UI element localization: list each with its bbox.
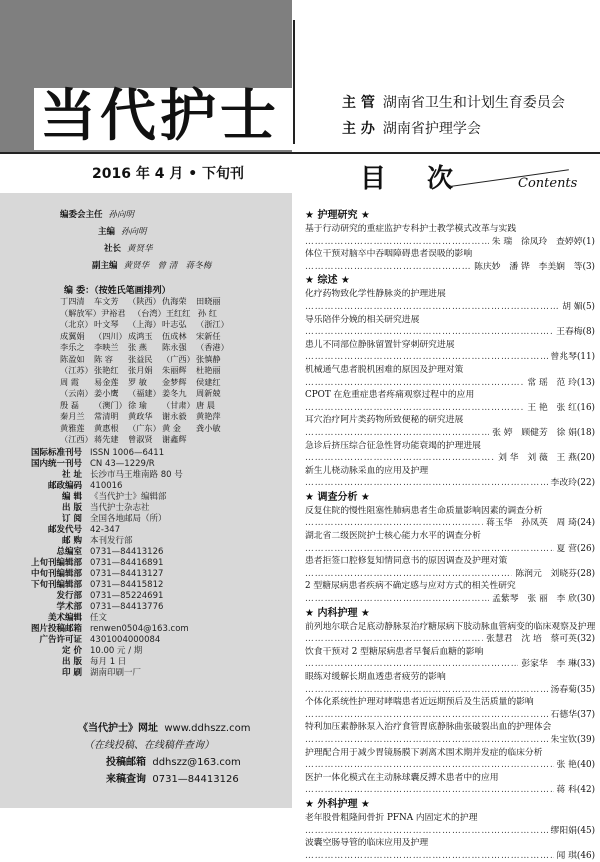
committee-member: （陕西） xyxy=(128,296,161,306)
article-entry[interactable] xyxy=(305,414,595,439)
committee-member: 叶文琴 xyxy=(94,319,119,329)
committee-member: 蒋先建 xyxy=(94,434,119,444)
phone-number: 0731—84413126 xyxy=(152,774,239,785)
article-title[interactable]: 导乐陪伴分娩的相关研究进展 xyxy=(305,314,420,325)
committee-member: （浙江） xyxy=(196,319,229,329)
publication-info-row xyxy=(0,547,292,558)
article-entry[interactable] xyxy=(305,671,595,696)
committee-member: 李乐之 xyxy=(60,342,85,352)
committee-member: 陈永强 xyxy=(162,342,187,352)
committee-row xyxy=(60,377,230,389)
committee-row xyxy=(60,400,230,412)
committee-member: 李映兰 xyxy=(94,342,119,352)
section-heading: ★ 调查分析 ★ xyxy=(305,491,370,503)
committee-member: （香港） xyxy=(196,342,229,352)
info-value: ISSN 1006—6411 xyxy=(90,448,165,458)
info-label: 下旬刊编辑部 xyxy=(30,580,82,590)
info-value: 每月 1 日 xyxy=(90,657,127,667)
publication-info-row xyxy=(0,536,292,547)
article-authors-page: 汤春菊(35) xyxy=(550,684,595,695)
leader-dots xyxy=(305,326,553,339)
info-label: 国内统一刊号 xyxy=(30,459,82,469)
website-url[interactable]: www.ddhszz.com xyxy=(164,723,251,734)
committee-member: 叶志弘 xyxy=(162,319,187,329)
info-label: 编 辑 xyxy=(62,492,82,502)
committee-member: （台湾） xyxy=(133,307,166,318)
article-entry[interactable] xyxy=(305,248,595,273)
info-label: 发行部 xyxy=(56,591,82,601)
committee-row xyxy=(60,365,230,377)
leader-dots xyxy=(305,517,483,530)
publication-info-row xyxy=(0,580,292,591)
email-label: 投稿邮箱 xyxy=(106,757,146,768)
info-value: 全国各地邮局（所） xyxy=(90,514,167,524)
committee-row xyxy=(60,354,230,366)
committee-member: 杜艳丽 xyxy=(196,365,221,375)
article-title[interactable]: 基于行动研究的重症监护专科护士教学模式改革与实践 xyxy=(305,224,517,234)
article-authors-page: 朱 瑞 徐凤玲 查婷婷(1) xyxy=(491,236,595,247)
info-value: 0731—84413776 xyxy=(90,602,164,612)
leader-dots xyxy=(305,427,489,440)
leader-dots xyxy=(305,477,548,490)
article-authors-page: 张 婷 顾健芳 徐 娟(18) xyxy=(492,427,595,438)
article-authors-page: 常 瑶 范 玲(13) xyxy=(527,377,595,388)
info-value: 0731—84413127 xyxy=(90,569,164,579)
committee-member: 姜小鹰 xyxy=(94,388,119,398)
committee-member: 唐 晨 xyxy=(196,399,215,410)
info-label: 邮发代号 xyxy=(47,525,82,535)
header-rule xyxy=(0,152,600,154)
publication-info-row xyxy=(0,602,292,613)
committee-row xyxy=(60,423,230,435)
article-authors-page: 王 艳 张 红(16) xyxy=(527,402,595,413)
web-info xyxy=(78,720,250,788)
info-label: 邮 购 xyxy=(62,536,82,546)
leader-dots xyxy=(305,543,554,556)
article-entry[interactable] xyxy=(305,555,595,580)
publication-info-row xyxy=(0,525,292,536)
article-entry[interactable] xyxy=(305,646,595,671)
publication-info-row xyxy=(0,635,292,646)
article-entry[interactable] xyxy=(305,314,595,339)
article-title[interactable]: 特利加压素静脉泵入治疗食管胃底静脉曲张破裂出血的护理体会 xyxy=(305,722,552,733)
header-divider xyxy=(293,20,295,144)
info-value: 0731—84415812 xyxy=(90,580,164,590)
info-value: 4301004000084 xyxy=(90,635,161,645)
committee-member: 罗 敏 xyxy=(128,376,147,387)
committee-member: 谢鑫辉 xyxy=(162,434,187,444)
committee-member: （广东） xyxy=(128,422,161,433)
editor-row: 主编 孙向明 xyxy=(98,227,147,237)
committee-row xyxy=(60,411,230,423)
committee-member: （甘肃） xyxy=(162,399,195,410)
website-label: 《当代护士》网址 xyxy=(78,723,158,734)
committee-member: 黄 金 xyxy=(162,422,181,433)
issue-date: 2016 年 4 月 • 下旬刊 xyxy=(92,166,245,182)
info-value: 《当代护士》编辑部 xyxy=(90,492,167,502)
committee-member: 朱丽辉 xyxy=(162,365,187,375)
article-entry[interactable] xyxy=(305,364,595,389)
sponsor-label: 主 管 xyxy=(342,95,375,111)
article-authors-page: 陈润元 刘晓芬(28) xyxy=(515,568,595,579)
info-value: 0731—85224691 xyxy=(90,591,164,601)
info-value: 湖南印刷一厂 xyxy=(90,668,142,678)
article-title[interactable]: 湖北省二级医院护士核心能力水平的调查分析 xyxy=(305,531,481,542)
committee-member: 孙 红 xyxy=(197,307,217,318)
committee-row xyxy=(60,388,230,400)
committee-member: 宋新任 xyxy=(196,330,221,341)
committee-member: 成翼娟 xyxy=(60,330,85,341)
article-title[interactable]: 前列地尔联合足底动静脉泵治疗糖尿病下肢动脉血管病变的临床观察及护理 xyxy=(305,621,595,632)
article-authors-page: 陈庆妙 潘 铧 李美娴 等(3) xyxy=(474,261,595,272)
article-entry[interactable] xyxy=(305,288,595,313)
organizer-label: 主 办 xyxy=(342,121,375,137)
article-authors-page: 蒋 科(42) xyxy=(556,785,595,796)
article-entry[interactable] xyxy=(305,440,595,465)
article-entry[interactable] xyxy=(305,530,595,555)
committee-member: 周 霞 xyxy=(60,376,79,387)
section-heading: ★ 内科护理 ★ xyxy=(305,607,370,619)
info-label: 出 版 xyxy=(62,657,82,667)
publication-info xyxy=(0,448,292,679)
committee-member: （澳门） xyxy=(94,399,127,410)
committee-member: 张慎静 xyxy=(196,353,221,364)
info-label: 中旬刊编辑部 xyxy=(30,569,82,579)
committee-member: 伍成林 xyxy=(162,330,187,341)
publication-info-row xyxy=(0,591,292,602)
committee-member: 黄政华 xyxy=(128,411,153,421)
article-entry[interactable] xyxy=(305,837,595,862)
editor-row: 社长 黄贤华 xyxy=(104,244,153,254)
committee-member: 丁四清 xyxy=(60,296,85,306)
committee-member: 陈 容 xyxy=(94,353,113,364)
committee-member: （解放军） xyxy=(60,307,101,318)
article-title[interactable]: 个体化系统性护理对哮喘患者近远期预后及生活质量的影响 xyxy=(305,697,534,708)
publication-info-row xyxy=(0,657,292,668)
committee-member: （广西） xyxy=(162,353,195,364)
info-value: 410016 xyxy=(90,481,123,491)
section-heading: ★ 外科护理 ★ xyxy=(305,798,370,810)
info-label: 国际标准刊号 xyxy=(30,448,82,458)
committee-member: 张益民 xyxy=(128,353,153,364)
publication-info-row xyxy=(0,481,292,492)
committee-row xyxy=(60,319,230,331)
article-authors-page: 孟紫琴 张 丽 李 欣(30) xyxy=(492,594,595,605)
info-value: 10.00 元 / 期 xyxy=(90,646,143,656)
journal-title: 当代护士 xyxy=(40,84,280,149)
info-label: 广告许可证 xyxy=(39,635,82,645)
committee-member: 黄雅莲 xyxy=(60,422,85,433)
web-note: （在线投稿、在线稿件查询） xyxy=(84,740,214,751)
committee-member: 易金莲 xyxy=(94,376,119,387)
info-label: 美术编辑 xyxy=(47,613,82,623)
article-entry[interactable] xyxy=(305,772,595,797)
info-label: 图片投稿邮箱 xyxy=(30,624,82,634)
section-heading: ★ 综述 ★ xyxy=(305,275,350,287)
article-entry[interactable] xyxy=(305,505,595,530)
article-entry[interactable] xyxy=(305,389,595,414)
article-title[interactable]: 反复住院的慢性阻塞性肺病患者生命质量影响因素的调查分析 xyxy=(305,505,543,516)
article-authors-page: 王春梅(8) xyxy=(556,327,595,338)
info-value: 0731—84413126 xyxy=(90,547,164,557)
info-label: 社 址 xyxy=(62,470,82,480)
committee-list xyxy=(60,296,230,446)
table-of-contents xyxy=(305,208,595,862)
article-title[interactable]: 耳穴治疗阿片类药物所致便秘的研究进展 xyxy=(305,415,464,426)
committee-member: 姜冬九 xyxy=(162,388,187,398)
article-title[interactable]: 2 型糖尿病患者疾病不确定感与应对方式的相关性研究 xyxy=(305,581,516,592)
editor-row: 编委会主任 孙向明 xyxy=(60,210,135,220)
committee-member: （福建） xyxy=(128,388,161,398)
committee-member: （北京） xyxy=(60,319,93,329)
info-value: CN 43—1229/R xyxy=(90,459,155,469)
leader-dots xyxy=(305,452,495,465)
article-entry[interactable] xyxy=(305,696,595,721)
publication-info-row xyxy=(0,470,292,481)
article-entry[interactable] xyxy=(305,621,595,646)
publication-info-row xyxy=(0,448,292,459)
article-authors-page: 夏 营(26) xyxy=(556,543,595,554)
committee-member: 黄惠根 xyxy=(94,422,119,433)
publication-info-row xyxy=(0,459,292,470)
committee-member: 仇海荣 xyxy=(162,296,187,306)
info-label: 总编室 xyxy=(56,547,82,557)
article-title[interactable]: 医护一体化模式在主动脉球囊反搏术患者中的应用 xyxy=(305,772,499,783)
info-value: 任文 xyxy=(90,613,108,623)
committee-member: （江西） xyxy=(60,434,93,444)
committee-member: （云南） xyxy=(60,388,93,398)
info-value: 42-347 xyxy=(90,525,121,535)
leader-dots xyxy=(305,301,559,314)
committee-member: 谢永毅 xyxy=(162,411,187,421)
article-authors-page: 胡 媚(5) xyxy=(562,301,595,312)
article-title[interactable]: 患者拒签口腔修复知情同意书的原因调查及护理对策 xyxy=(305,556,508,567)
publication-info-row xyxy=(0,668,292,679)
info-value: 本刊发行部 xyxy=(90,536,133,546)
article-entry[interactable] xyxy=(305,465,595,490)
article-authors-page: 朱宝钦(39) xyxy=(550,734,595,745)
publication-info-row xyxy=(0,569,292,580)
committee-row xyxy=(60,331,230,343)
committee-member: 张月娟 xyxy=(128,365,153,375)
article-title[interactable]: 化疗药物致化学性静脉炎的护理进展 xyxy=(305,289,446,300)
leader-dots xyxy=(305,684,548,697)
article-title[interactable]: 机械通气患者脱机困难的原因及护理对策 xyxy=(305,364,464,375)
section-heading: ★ 护理研究 ★ xyxy=(305,210,370,221)
info-value: 0731—84416891 xyxy=(90,558,164,568)
committee-member: 张 燕 xyxy=(128,342,147,352)
committee-member: 侯建红 xyxy=(196,376,221,387)
leader-dots xyxy=(305,351,548,364)
publication-info-row xyxy=(0,514,292,525)
article-title[interactable]: 眼练对缓解长期血透患者疲劳的影响 xyxy=(305,672,446,682)
article-entry[interactable] xyxy=(305,747,595,772)
leader-dots xyxy=(305,402,524,415)
info-value: 长沙市马王堆南路 80 号 xyxy=(90,470,183,480)
article-title[interactable]: 饮食干预对 2 型糖尿病患者早餐后血糖的影响 xyxy=(305,646,484,657)
publication-info-row xyxy=(0,503,292,514)
leader-dots xyxy=(305,261,471,274)
committee-member: 车文芳 xyxy=(94,296,119,306)
organizer-line xyxy=(342,118,481,138)
committee-member: 成鸿玉 xyxy=(128,330,153,341)
publication-info-row xyxy=(0,646,292,657)
article-entry[interactable] xyxy=(305,223,595,248)
article-authors-page: 闻 琪(46) xyxy=(556,850,595,861)
leader-dots xyxy=(305,593,489,606)
leader-dots xyxy=(305,236,489,249)
article-authors-page: 李改玲(22) xyxy=(550,478,595,489)
publication-info-row xyxy=(0,492,292,503)
contents-heading: 目 次 xyxy=(360,164,470,194)
article-title[interactable]: 老年股骨粗隆间骨折 PFNA 内固定术的护理 xyxy=(305,812,478,823)
leader-dots xyxy=(305,709,548,722)
info-value: 当代护士杂志社 xyxy=(90,503,150,513)
publication-info-row xyxy=(0,624,292,635)
article-authors-page: 彭家华 李 琳(33) xyxy=(521,659,595,670)
article-authors-page: 曾兆琴(11) xyxy=(550,352,595,363)
info-label: 上旬刊编辑部 xyxy=(30,558,82,568)
committee-member: （江苏） xyxy=(60,365,93,375)
committee-member: 金梦辉 xyxy=(162,376,187,387)
info-label: 邮政编码 xyxy=(47,481,82,491)
leader-dots xyxy=(305,377,524,390)
committee-member: （上海） xyxy=(128,319,161,329)
article-authors-page: 张慧君 沈 培 蔡可英(32) xyxy=(486,634,595,645)
publication-info-row xyxy=(0,613,292,624)
article-authors-page: 刘 华 刘 薇 王 燕(20) xyxy=(498,453,595,464)
leader-dots xyxy=(305,825,548,838)
info-label: 出 版 xyxy=(62,503,82,513)
committee-member: 陈盈如 xyxy=(60,353,85,364)
leader-dots xyxy=(305,850,554,862)
info-label: 订 阅 xyxy=(62,514,82,524)
leader-dots xyxy=(305,784,554,797)
article-entry[interactable] xyxy=(305,721,595,746)
committee-title: 编 委：（按姓氏笔画排列） xyxy=(64,286,171,296)
committee-member: 常清明 xyxy=(94,411,119,421)
info-value: renwen0504@163.com xyxy=(90,624,189,634)
article-title[interactable]: 患儿不同部位静脉留置针穿刺研究进展 xyxy=(305,339,455,350)
editor-row: 副主编 黄贤华 曾 清 蒋冬梅 xyxy=(92,261,212,271)
committee-member: 周新兢 xyxy=(196,388,221,398)
committee-member: 龚小敏 xyxy=(196,422,221,433)
committee-row xyxy=(60,342,230,354)
committee-row xyxy=(60,308,230,320)
article-title[interactable]: CPOT 在危重症患者疼痛观察过程中的应用 xyxy=(305,390,475,401)
committee-member: 徐 瑜 xyxy=(128,399,147,410)
committee-member: 王红红 xyxy=(165,307,191,318)
email-address[interactable]: ddhszz@163.com xyxy=(152,757,241,768)
sponsor-line xyxy=(342,92,565,112)
contents-english: Contents xyxy=(518,176,578,191)
article-title[interactable]: 体位干预对脑卒中吞咽障碍患者误吸的影响 xyxy=(305,249,473,260)
committee-row xyxy=(60,296,230,308)
committee-member: 张艳红 xyxy=(94,365,119,375)
leader-dots xyxy=(305,734,548,747)
phone-label: 来稿查询 xyxy=(106,774,146,785)
committee-member: 曾淑贤 xyxy=(128,434,153,444)
committee-row xyxy=(60,434,230,446)
article-title[interactable]: 护理配合用于减少胃镜肠膜下剥离术围术期并发症的临床分析 xyxy=(305,747,543,758)
committee-member: 尹裕君 xyxy=(100,307,126,318)
article-entry[interactable] xyxy=(305,812,595,837)
info-label: 定 价 xyxy=(62,646,82,656)
article-authors-page: 石德华(37) xyxy=(550,709,595,720)
committee-member: 田晓丽 xyxy=(196,296,221,306)
article-entry[interactable] xyxy=(305,339,595,364)
leader-dots xyxy=(305,633,483,646)
committee-member xyxy=(196,434,230,446)
article-title[interactable]: 急诊后挤压综合征急性肾功能衰竭的护理进展 xyxy=(305,440,481,451)
committee-member: 殷 磊 xyxy=(60,399,79,410)
committee-member: （四川） xyxy=(94,330,127,341)
info-label: 印 刷 xyxy=(62,668,82,678)
leader-dots xyxy=(305,658,518,671)
sponsor-value: 湖南省卫生和计划生育委员会 xyxy=(382,95,565,111)
committee-member: 秦月兰 xyxy=(60,411,85,421)
article-authors-page: 缪阳娟(45) xyxy=(550,825,595,836)
leader-dots xyxy=(305,759,554,772)
leader-dots xyxy=(305,568,512,581)
article-authors-page: 张 艳(40) xyxy=(556,760,595,771)
article-authors-page: 蒋玉华 孙凤英 周 琦(24) xyxy=(486,518,595,529)
committee-member: 黄艳萍 xyxy=(196,411,221,421)
article-entry[interactable] xyxy=(305,580,595,605)
article-title[interactable]: 新生儿桡动脉采血的应用及护理 xyxy=(305,465,429,476)
info-label: 学术部 xyxy=(56,602,82,612)
article-title[interactable]: 波囊空肠导管的临床应用及护理 xyxy=(305,838,429,849)
organizer-value: 湖南省护理学会 xyxy=(382,121,481,137)
publication-info-row xyxy=(0,558,292,569)
